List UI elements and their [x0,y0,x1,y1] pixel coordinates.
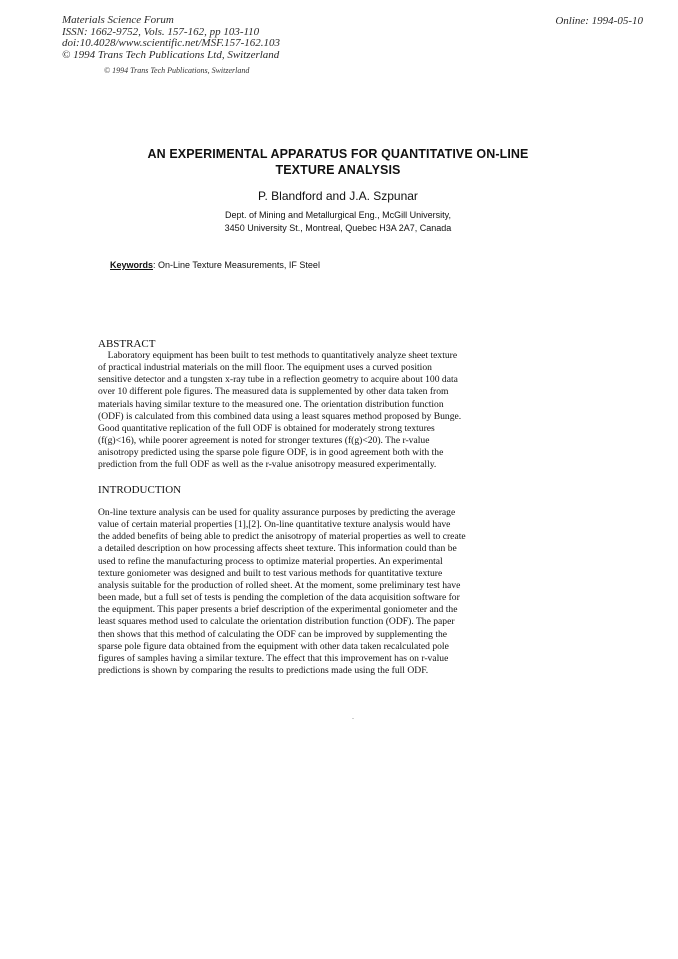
introduction-body [98,507,532,677]
author-affiliation [90,209,586,235]
introduction-line: least squares method used to calculate the orientation distribution function (ODF). The paper [98,616,455,628]
online-date: Online: 1994-05-10 [555,15,643,27]
introduction-line: a detailed description on how processing affects sheet texture. This information could than be [98,543,457,555]
abstract-line: (ODF) is calculated from this combined data using a least squares method proposed by Bunge. [98,410,462,422]
paper-title [90,146,586,178]
introduction-line: the added benefits of being able to predict the anisotropy of material properties as well to create [98,531,466,543]
introduction-line: then shows that this method of calculating the ODF can be improved by supplementing the [98,628,448,640]
affiliation-line: Dept. of Mining and Metallurgical Eng., McGill University, [225,210,451,220]
abstract-line: anisotropy predicted using the sparse pole figure ODF, is in good agreement both with the [98,447,444,459]
introduction-heading: INTRODUCTION [98,484,182,496]
abstract-line: over 10 different pole figures. The measured data is supplemented by other data taken from [98,386,449,398]
journal-issn: ISSN: 1662-9752, Vols. 157-162, pp 103-110 [62,25,260,38]
abstract-line: Good quantitative replication of the full ODF is obtained for moderately strong textures [98,422,435,434]
abstract-body [98,350,532,472]
abstract-line: Laboratory equipment has been built to test methods to quantitatively analyze sheet texture [98,350,458,361]
journal-header [62,15,280,61]
abstract-line: sensitive detector and a tungsten x-ray tube in a reflection geometry to acquire about 100 data [98,374,458,386]
title-line: TEXTURE ANALYSIS [275,163,401,177]
abstract-line: of practical industrial materials on the mill floor. The equipment uses a curved position [98,362,432,374]
keywords-text: On-Line Texture Measurements, IF Steel [158,260,320,270]
affiliation-line: 3450 University St., Montreal, Quebec H3A 2A7, Canada [224,223,452,233]
scan-speck [352,718,354,719]
abstract-line: materials having similar texture to the measured one. The orientation distribution function [98,398,444,410]
introduction-line: sparse pole figure data obtained from the equipment with other data taken recalculated pole [98,640,449,652]
copyright-notice: © 1994 Trans Tech Publications, Switzerland [104,66,250,75]
journal-doi: doi:10.4028/www.scientific.net/MSF.157-162.103 [62,37,281,50]
abstract-line: prediction from the full ODF as well as the r-value anisotropy measured experimentally. [98,459,437,471]
introduction-line: analysis suitable for the production of rolled sheet. At the moment, some preliminary test have [98,579,461,591]
introduction-line: On-line texture analysis can be used for quality assurance purposes by predicting the average [98,507,456,518]
abstract-line: (f(g)<16), while poorer agreement is noted for stronger textures (f(g)<20). The r-value [98,435,430,447]
introduction-line: value of certain material properties [1],[2]. On-line quantitative texture analysis would have [98,519,451,531]
abstract-heading: ABSTRACT [98,338,156,350]
keywords-label: Keywords [110,260,154,270]
introduction-line: used to refine the manufacturing process to optimize material properties. An experimental [98,555,443,567]
keywords-separator: : [153,260,159,270]
journal-copyright: © 1994 Trans Tech Publications Ltd, Switzerland [62,48,280,61]
title-line: AN EXPERIMENTAL APPARATUS FOR QUANTITATIVE ON-LINE [147,147,529,161]
journal-name: Materials Science Forum [62,14,174,26]
paper-authors: P. Blandford and J.A. Szpunar [258,189,418,203]
introduction-line: texture goniometer was designed and built to test various methods for quantitative texture [98,567,443,579]
introduction-line: been made, but a full set of tests is pending the completion of the data acquisition software for [98,592,460,604]
introduction-line: predictions is shown by comparing the results to predictions made using the full ODF. [98,665,429,677]
introduction-line: figures of samples having a similar texture. The effect that this improvement has on r-value [98,652,449,664]
introduction-line: the equipment. This paper presents a brief description of the experimental goniometer and the [98,604,458,616]
keywords-line [110,260,320,270]
